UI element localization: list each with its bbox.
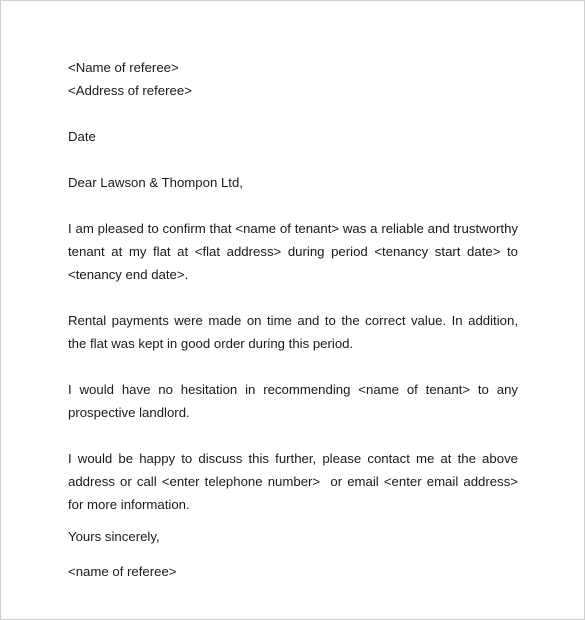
spacer xyxy=(68,424,518,447)
spacer xyxy=(68,148,518,171)
signature: <name of referee> xyxy=(68,564,177,579)
paragraph-line: address or call <enter telephone number> or email <enter email address> xyxy=(68,474,518,489)
spacer xyxy=(68,548,518,560)
spacer xyxy=(68,194,518,217)
spacer xyxy=(68,102,518,125)
referee-address: <Address of referee> xyxy=(68,83,192,98)
paragraph-contact xyxy=(68,447,518,516)
paragraph-line: I would be happy to discuss this further, please contact me at the above xyxy=(68,451,518,466)
paragraph-line: <tenancy end date>. xyxy=(68,267,189,282)
paragraph-line: the flat was kept in good order during this period. xyxy=(68,336,354,351)
paragraph-recommendation xyxy=(68,378,518,424)
date-field: Date xyxy=(68,129,96,144)
closing: Yours sincerely, xyxy=(68,529,160,544)
paragraph-line: tenant at my flat at <flat address> during period <tenancy start date> to xyxy=(68,244,518,259)
spacer xyxy=(68,516,518,525)
paragraph-line: I would have no hesitation in recommending <name of tenant> to any xyxy=(68,382,518,397)
paragraph-line: prospective landlord. xyxy=(68,405,190,420)
referee-name: <Name of referee> xyxy=(68,60,179,75)
paragraph-line: for more information. xyxy=(68,497,190,512)
salutation: Dear Lawson & Thompon Ltd, xyxy=(68,175,243,190)
paragraph-line: Rental payments were made on time and to the correct value. In addition, xyxy=(68,313,518,328)
spacer xyxy=(68,355,518,378)
reference-letter xyxy=(68,56,518,583)
paragraph-payments xyxy=(68,309,518,355)
spacer xyxy=(68,286,518,309)
paragraph-confirmation xyxy=(68,217,518,286)
paragraph-line: I am pleased to confirm that <name of tenant> was a reliable and trustworthy xyxy=(68,221,518,236)
